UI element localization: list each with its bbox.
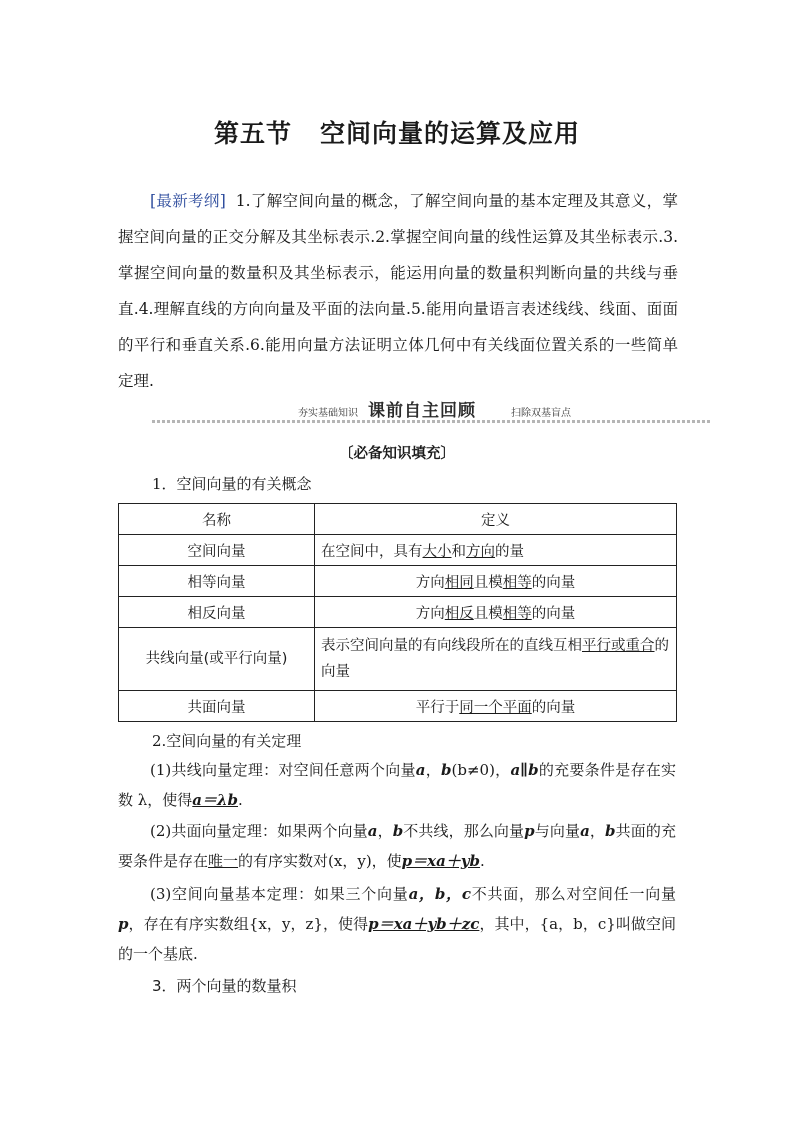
row-name: 共线向量(或平行向量) [119, 628, 315, 691]
syllabus-tag: [最新考纲] [150, 192, 226, 210]
row-def: 平行于同一个平面的向量 [315, 691, 677, 722]
concepts-table [118, 503, 677, 722]
row-name: 共面向量 [119, 691, 315, 722]
basis-theorem: (3)空间向量基本定理：如果三个向量a，b，c不共面，那么对空间任一向量p，存在有序实数组{x，y，z}，使得p＝xa＋yb＋zc，其中，{a，b，c}叫做空间的一个基底. [118, 885, 676, 963]
coplanar-theorem: (2)共面向量定理：如果两个向量a，b不共线，那么向量p与向量a，b共面的充要条件是存在唯一的有序实数对(x，y)，使p＝xa＋yb. [118, 822, 676, 870]
row-def: 方向相同且模相等的向量 [315, 566, 677, 597]
syllabus-text: 1.了解空间向量的概念，了解空间向量的基本定理及其意义，掌握空间向量的正交分解及其坐标表示.2.掌握空间向量的线性运算及其坐标表示.3.掌握空间向量的数量积及其坐标表示，能运用向量的数量积判断向量的共线与垂直.4.理解直线的方向向量及平面的法向量.5.能用向量语言表述线线、线面、面面的平行和垂直关系.6.能用向量方法证明立体几何中有关线面位置关系的一些简单定理. [118, 192, 678, 390]
table-header-row [119, 504, 677, 535]
section1-heading: 1．空间向量的有关概念 [152, 475, 312, 493]
table-row [119, 628, 677, 691]
row-name: 相等向量 [119, 566, 315, 597]
row-def: 方向相反且模相等的向量 [315, 597, 677, 628]
section3-heading: 3．两个向量的数量积 [152, 977, 297, 995]
table-row [119, 597, 677, 628]
row-name: 空间向量 [119, 535, 315, 566]
banner-title: 课前自主回顾 [368, 401, 476, 421]
collinear-theorem: (1)共线向量定理：对空间任意两个向量a，b(b≠0)，a∥b的充要条件是存在实数 λ，使得a＝λb. [118, 761, 676, 809]
table-row [119, 691, 677, 722]
section2-heading: 2.空间向量的有关定理 [152, 732, 302, 750]
page-title [0, 114, 794, 150]
table-header-name: 名称 [119, 504, 315, 535]
table-row [119, 535, 677, 566]
knowledge-box-heading: 〔必备知识填充〕 [339, 446, 455, 462]
row-def: 表示空间向量的有向线段所在的直线互相平行或重合的向量 [315, 628, 677, 691]
title-section-number: 第五节 [213, 119, 292, 148]
banner-right-text: 扫除双基盲点 [511, 408, 571, 419]
table-row [119, 566, 677, 597]
section-banner [152, 396, 712, 424]
syllabus-paragraph [118, 183, 678, 399]
row-name: 相反向量 [119, 597, 315, 628]
table-header-def: 定义 [315, 504, 677, 535]
banner-left-text: 夯实基础知识 [298, 408, 358, 419]
title-text: 空间向量的运算及应用 [320, 119, 581, 148]
row-def: 在空间中，具有大小和方向的量 [315, 535, 677, 566]
